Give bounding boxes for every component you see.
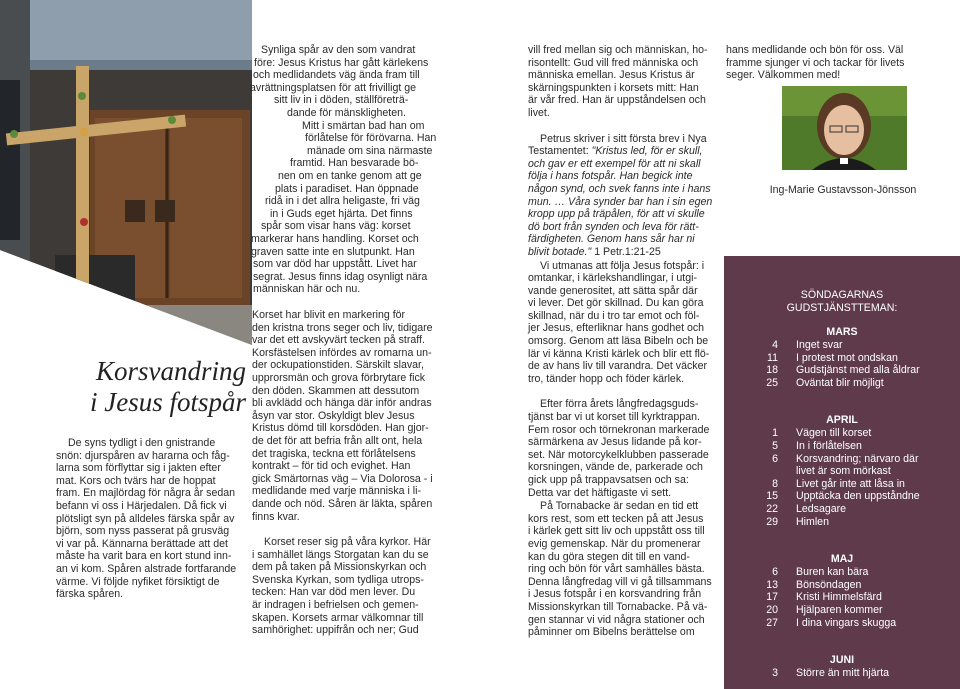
text-line: korsningen, vände de, parkerade och [528, 461, 703, 474]
schedule-day: 8 [772, 477, 778, 490]
text-line: gick Smärtornas väg – Via Dolorosa - i [252, 472, 433, 485]
text-line: Petrus skriver i sitt första brev i Nya [540, 132, 707, 145]
text-line: det tragiska, teckna ett förlåtelsens [252, 447, 416, 460]
schedule-theme: Buren kan bära [796, 566, 869, 579]
text-line: plats i paradiset. Han öppnade [275, 182, 419, 195]
schedule-theme: In i förlåtelsen [796, 440, 862, 452]
schedule-theme: Större än mitt hjärta [796, 667, 890, 680]
text-line: de det för att befria från allt ont, hela [252, 434, 423, 447]
text-line: På Tornabacke är sedan en tid ett [540, 500, 699, 513]
quote-line: någon synd, och svek fanns inte i hans [528, 182, 711, 195]
text-line: bli avklädd och hänga där inför andras [252, 397, 432, 410]
month-heading: MARS [826, 326, 858, 338]
text-line: människa emellan. Jesus Kristus är [528, 69, 695, 82]
text-line: kan du göra stegen dit till en vand- [528, 550, 690, 563]
text-line: livet. [528, 106, 550, 119]
quote-line: dö bort från synden och leva för rätt- [528, 220, 699, 233]
schedule-day: 22 [766, 503, 778, 515]
text-line: och medlidandets väg ända fram till [253, 69, 420, 82]
schedule-theme: Ledsagare [796, 503, 847, 515]
text-line: som var död har uppstått. Livet har [253, 258, 417, 271]
text-line: vande generositet, att sätta spår där [528, 284, 698, 297]
schedule-theme: Livet går inte att låsa in [796, 477, 905, 490]
schedule-theme: livet är som mörkast [796, 465, 891, 478]
text-line: ridå in i det allra heligaste, fri väg [265, 195, 420, 208]
schedule-theme: Hjälparen kommer [796, 604, 883, 616]
schedule-theme: Gudstjänst med alla åldrar [796, 364, 920, 377]
text-line: seger. Välkommen med! [726, 69, 841, 82]
text-line: Svenska Kyrkan, som tydliga utrops- [252, 573, 424, 586]
text-line: björn, som nyss passerat på grusväg [56, 525, 230, 538]
text-line: åsyn var stor. Oskyldigt blev Jesus [252, 409, 415, 422]
text-line: dande för mänskligheten. [287, 106, 406, 119]
text-line: avrättningsplatsen för att frivilligt ge [250, 81, 417, 94]
text-line: medlidande med varje människa i li- [252, 485, 421, 498]
text-line: in i Guds eget hjärta. Det finns [270, 207, 413, 220]
schedule-theme: Himlen [796, 515, 829, 528]
quote-paragraph [528, 133, 716, 259]
intro-paragraph [56, 437, 242, 601]
schedule-day: 13 [766, 578, 778, 591]
text-line: värme. Vi följde nyfiket försiktigt de [56, 575, 220, 588]
text-line: evig gemenskap. När du promenerar [528, 537, 701, 550]
text-line: måste ha varit bara en kort stund inn- [56, 550, 232, 563]
text-line: förlåtelse för förövarna. Han [305, 132, 437, 145]
text-line: Missionskyrkan till Tornabacke. På vä- [528, 600, 708, 613]
text-line: framme sjunger vi och tackar för livets [726, 56, 905, 69]
quote-line: färdigheten. Genom hans sår har ni [528, 233, 695, 246]
text-line: samhörighet: uppifrån och ner; Gud [252, 624, 419, 637]
column-4 [726, 44, 916, 82]
text-line: risontellt: Gud vill fred människa och [528, 56, 699, 69]
text-line: vi lever. Det gör skillnad. Du kan göra [528, 297, 704, 310]
text-line: före: Jesus Kristus har gått kärlekens [254, 56, 429, 69]
text-line: mänade om sina närmaste [307, 144, 433, 157]
text-line: hans medlidande och bön för oss. Väl [726, 44, 904, 56]
text-line: omtankar, i kärlekshandlingar, i utgi- [528, 272, 697, 285]
text-line: Fem rosor och törnekronan markerade [528, 423, 710, 436]
text-line: Kristus dömd till korsdöden. Han gjor- [252, 422, 429, 435]
text-line: kors rest, som ett tecken på att Jesus [528, 512, 704, 525]
text-line: an vi kom. Spåren alstrade fortfarande [56, 562, 237, 575]
text-line: der ockupationstiden. Särskilt slavar, [252, 359, 424, 372]
text-line: gick upp på trappavsatsen och sa: [528, 474, 689, 486]
schedule-theme: Inget svar [796, 339, 843, 351]
text-line: i kärlek gett sitt liv och uppstått oss till [528, 525, 705, 538]
text-line: graven satte inte en slutpunkt. Han [251, 245, 415, 258]
text-line: vi var på. Kännarna berättade att det [56, 537, 228, 550]
schedule-day: 18 [766, 364, 778, 377]
paragraph [252, 536, 457, 637]
text-line: dem på taken på Missionskyrkan och [252, 561, 427, 574]
schedule-theme: I protest mot ondskan [796, 351, 898, 364]
church-cross-photo [0, 0, 252, 345]
title-line: Korsvandring [95, 356, 246, 386]
text-line: gen stannar vi vid några stationer och [528, 613, 705, 626]
schedule-day: 11 [767, 351, 778, 364]
text-line: skillnad, när du i tro tar emot och föl- [528, 309, 700, 322]
text-line: den kristna trons seger och liv, tidigare [252, 321, 433, 334]
text-line: spår som visar hans väg: korset [261, 220, 411, 233]
text-line: markerar hans handling. Korset och [251, 232, 419, 245]
text-line: den döden. Skammen att dessutom [252, 384, 420, 397]
text-line: är vår fred. Han är uppståndelsen och [528, 94, 706, 107]
text-line: befann vi oss i Härjedalen. Då fick vi [56, 499, 227, 512]
month-heading: MAJ [830, 553, 854, 566]
quote-line: "Kristus led, för er skull, [591, 145, 703, 158]
text-line: larna som förflyttar sig i jakten efter [56, 462, 221, 475]
schedule-day: 29 [766, 515, 778, 528]
text-line: lär vi känna Kristi kärlek och blir ett flö- [528, 347, 710, 360]
text-line: framtid. Han besvarade bö- [290, 157, 419, 170]
month-heading: JUNI [829, 654, 855, 667]
schedule-panel [724, 256, 960, 689]
text-line: särmärkena av Jesus lidande på kor- [528, 436, 702, 449]
text-line: dande och nöd. Såren är läkta, spåren [252, 497, 433, 510]
paragraph [528, 500, 716, 639]
text-line: finns kvar. [252, 510, 300, 523]
text-line: sitt liv in i döden, ställföreträ- [274, 94, 409, 107]
paragraph [528, 398, 716, 499]
schedule-title-line: SÖNDAGARNAS [800, 289, 884, 301]
text-line: färska spåren. [56, 588, 124, 601]
schedule-day: 5 [772, 440, 778, 452]
paragraph [528, 260, 716, 386]
text-line: nen om en tanke genom att ge [278, 169, 422, 182]
text-line: upprorsmän och grova förbrytare fick [252, 371, 426, 384]
schedule-day: 27 [766, 616, 778, 629]
text-line: vill fred mellan sig och människan, ho- [528, 44, 708, 56]
text-line: tjänst bar vi ut korset till kyrktrappan. [528, 411, 700, 424]
month-heading: APRIL [826, 414, 858, 427]
text-line: omsorg. Genom att läsa Bibeln och be [528, 335, 709, 348]
text-line: var det ett avskyvärt tecken på straff. [252, 334, 425, 347]
schedule-day: 3 [772, 667, 778, 680]
text-line: ring och bön för vårt samhälles bästa. [528, 563, 705, 576]
text-line: Korset har blivit en markering för [252, 309, 406, 321]
text-line: Detta var det häftigaste vi sett. [528, 486, 672, 499]
schedule-theme: Bönsöndagen [796, 578, 862, 591]
text-line: Korset reser sig på våra kyrkor. Här [264, 536, 431, 549]
schedule-theme: Upptäcka den uppståndne [796, 490, 920, 503]
column-2-top [249, 44, 457, 296]
quote-line: kropp upp på träpålen, för att vi skulle [528, 208, 705, 221]
schedule-theme: I dina vingars skugga [796, 616, 897, 629]
text-line: fram. En majlördag för några år sedan [56, 487, 236, 500]
text-line: set. När motorcykelklubben passerade [528, 448, 709, 461]
schedule-day: 6 [772, 566, 778, 579]
schedule-theme: Oväntat blir möjligt [796, 376, 884, 389]
author-name: Ing-Marie Gustavsson-Jönsson [769, 184, 917, 196]
text-line: Testamentet: [528, 145, 592, 158]
text-line: Vi utmanas att följa Jesus fotspår: i [540, 259, 705, 272]
text-line: människan här och nu. [253, 283, 361, 296]
schedule-day: 20 [766, 604, 778, 616]
text-line: Synliga spår av den som vandrat [261, 44, 416, 56]
schedule-day: 4 [772, 339, 778, 351]
paragraph [528, 44, 716, 120]
text-line: snön: djurspåren av hararna och fåg- [56, 449, 230, 462]
column-2-bottom [252, 309, 457, 650]
text-line: skärningspunkten i korsets mitt: Han [528, 81, 699, 94]
text-line: i samhället längs Storgatan kan du se [252, 548, 429, 561]
text-line: Efter förra årets långfredagsguds- [540, 398, 699, 411]
schedule-theme: Kristi Himmelsfärd [796, 591, 882, 604]
text-line: Mitt i smärtan bad han om [302, 119, 425, 132]
text-line: är indragen i befrielsen och gemen- [252, 599, 419, 612]
text-line: tecken: Han var död men lever. Du [252, 586, 416, 599]
schedule-theme: Korsvandring; närvaro där [796, 452, 919, 465]
text-line: mat. Kors och tvärs har de hoppat [56, 474, 216, 487]
schedule-title [724, 289, 960, 314]
text-line: tro, tänder hopp och föder kärlek. [528, 372, 685, 385]
text-line: segrat. Jesus finns idag osynligt nära [253, 270, 428, 283]
quote-line: och gav er ett exempel för att ni skall [528, 157, 701, 170]
text-line: jer Jesus, efterliknar hans godhet och [528, 322, 705, 335]
text-line: De syns tydligt i den gnistrande [68, 437, 216, 449]
quote-line: mun. … Våra synder bar han i sin egen [528, 195, 713, 208]
text-line: plötsligt syn på alldeles färska spår av [56, 512, 235, 525]
schedule-day: 25 [766, 376, 778, 389]
text-line: påminner om Bibelns berättelse om [528, 626, 695, 639]
schedule-theme: Vägen till korset [796, 427, 872, 440]
paragraph [252, 309, 457, 523]
bible-reference: 1 Petr.1:21-25 [591, 245, 661, 258]
column-3 [528, 44, 716, 652]
author-portrait [782, 86, 907, 170]
text-line: i Jesus fotspår i en korsvandring från [528, 588, 702, 601]
article-title [56, 356, 246, 418]
schedule-day: 15 [766, 490, 778, 503]
text-line: de av hans liv till varandra. Det väcker [528, 360, 707, 373]
schedule-day: 17 [766, 591, 778, 604]
quote-line: blivit botade." [528, 245, 592, 258]
quote-line: följa i hans fotspår. Han begick inte [528, 170, 693, 183]
schedule-day: 6 [772, 452, 778, 465]
text-line: skapen. Korsets armar välkomnar till [252, 611, 424, 624]
title-line: i Jesus fotspår [89, 387, 246, 417]
schedule-day: 1 [772, 427, 778, 440]
text-line: Korsfästelsen infördes av romarna un- [252, 346, 432, 359]
schedule-title-line: GUDSTJÄNSTTEMAN: [786, 301, 898, 314]
text-line: kontrakt – för tid och evighet. Han [252, 460, 411, 473]
text-line: Denna långfredag vill vi gå tillsammans [528, 575, 712, 588]
